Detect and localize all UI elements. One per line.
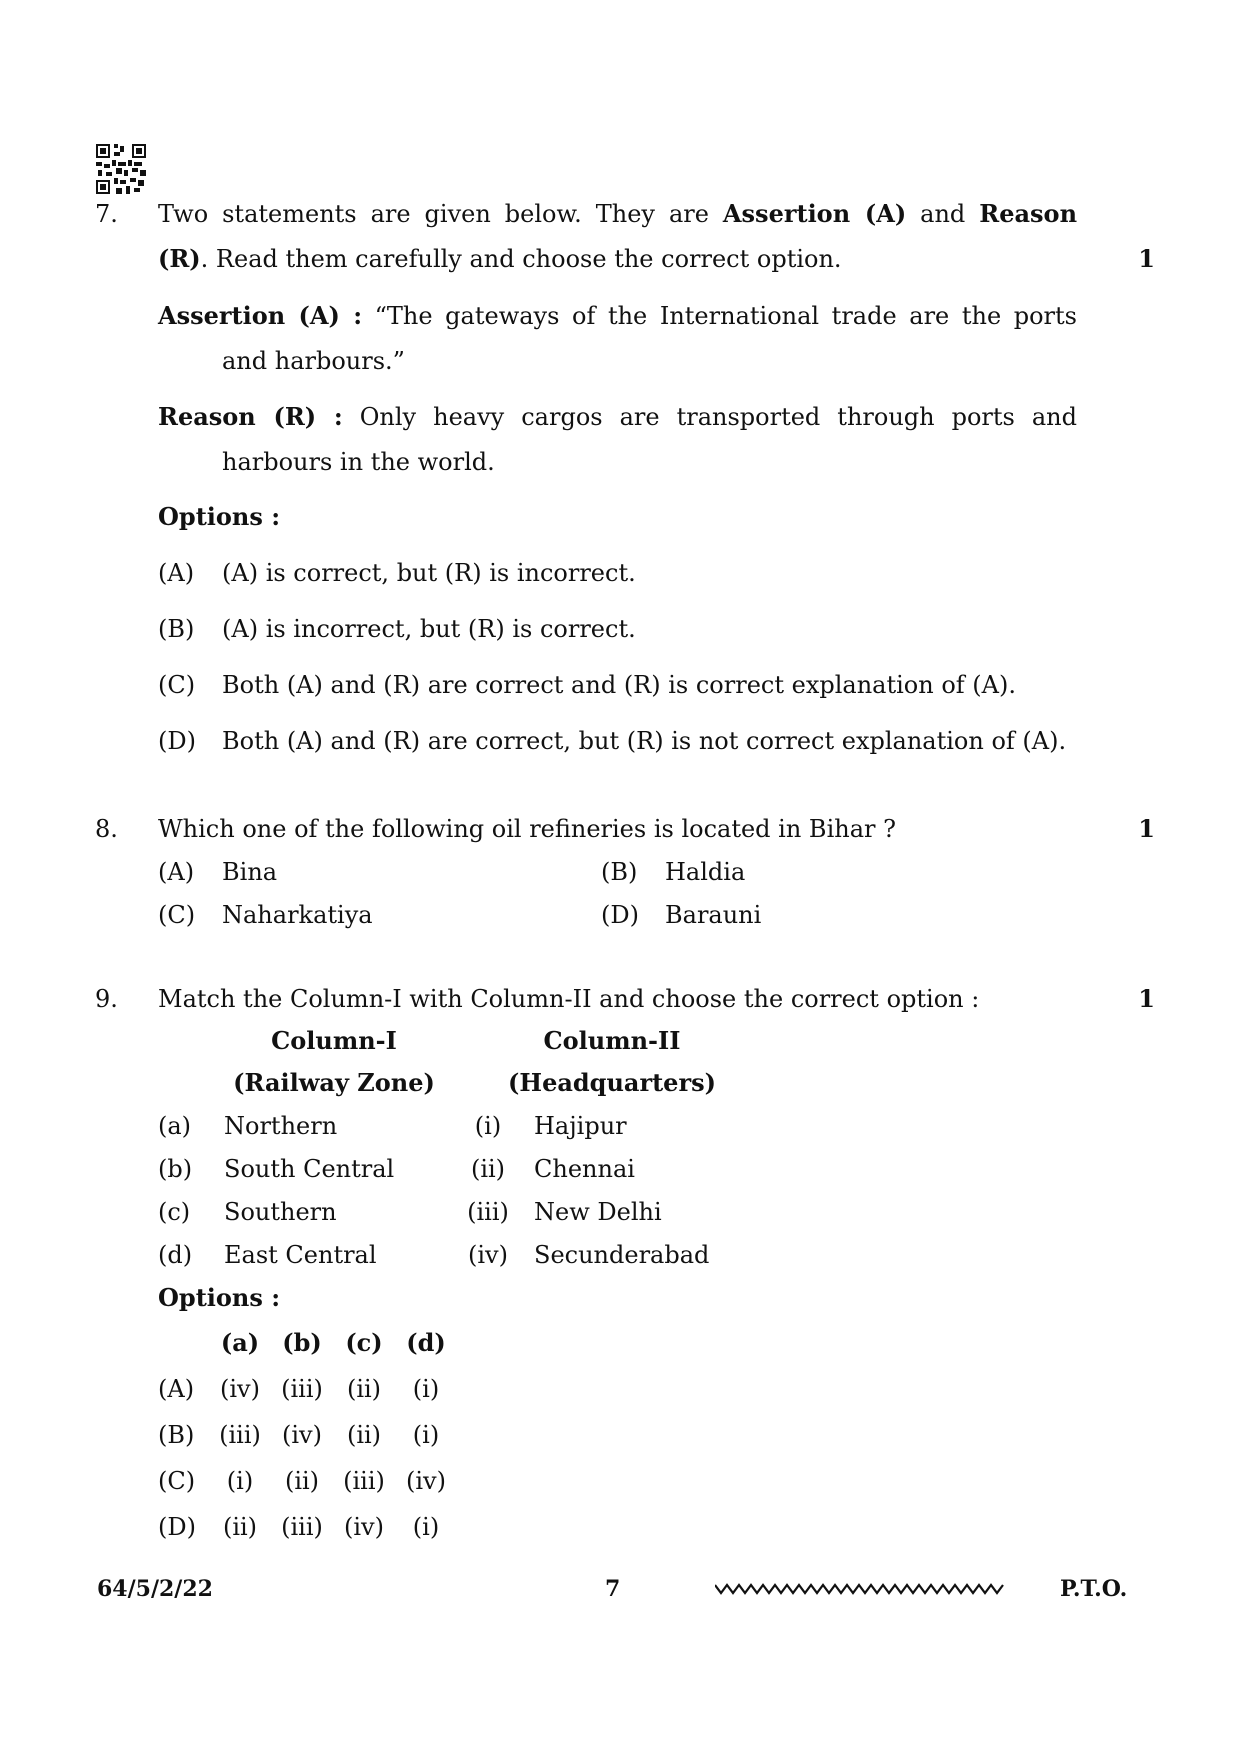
- match-row-zone: Southern: [224, 1198, 337, 1226]
- reason-line1: Reason (R) : Only heavy cargos are transported through ports and: [158, 402, 1077, 431]
- option-label: (C): [158, 901, 196, 929]
- match-row-label: (a): [158, 1112, 192, 1140]
- option-text: Naharkatiya: [222, 901, 373, 929]
- match-row-roman: (iii): [467, 1198, 509, 1226]
- grid-cell: (iv): [406, 1467, 446, 1495]
- marks: 1: [1138, 814, 1155, 843]
- match-row-label: (d): [158, 1241, 193, 1269]
- grid-cell: (ii): [346, 1375, 382, 1403]
- question-9-text: Match the Column-I with Column-II and choose the correct option :: [158, 985, 980, 1013]
- column-1-subheading: (Railway Zone): [233, 1068, 435, 1097]
- pto-label: P.T.O.: [1060, 1576, 1128, 1602]
- match-row-label: (b): [158, 1155, 193, 1183]
- option-text: (A) is correct, but (R) is incorrect.: [222, 559, 636, 587]
- match-row-zone: East Central: [224, 1241, 377, 1269]
- match-row-headquarters: Secunderabad: [534, 1241, 710, 1269]
- grid-cell: (iii): [281, 1513, 323, 1541]
- grid-cell: (ii): [222, 1513, 258, 1541]
- page-number: 7: [605, 1576, 621, 1602]
- grid-cell: (iii): [343, 1467, 385, 1495]
- option-text: Barauni: [665, 901, 762, 929]
- grid-cell: (i): [412, 1375, 440, 1403]
- match-row-headquarters: New Delhi: [534, 1198, 662, 1226]
- match-row-roman: (ii): [470, 1155, 506, 1183]
- assertion-line1: Assertion (A) : “The gateways of the International trade are the ports: [158, 301, 1077, 330]
- grid-cell: (iv): [344, 1513, 384, 1541]
- option-label: (A): [158, 559, 195, 587]
- option-label: (D): [601, 901, 639, 929]
- option-text: (A) is incorrect, but (R) is correct.: [222, 615, 636, 643]
- match-row-headquarters: Hajipur: [534, 1112, 627, 1140]
- options-heading: Options :: [158, 1283, 281, 1312]
- question-number: 8.: [95, 815, 118, 843]
- options-heading: Options :: [158, 502, 281, 531]
- question-7-text-line1: Two statements are given below. They are Assertion (A) and Reason: [158, 199, 1078, 228]
- match-row-zone: South Central: [224, 1155, 395, 1183]
- grid-cell: (iv): [220, 1375, 260, 1403]
- assertion-line2: and harbours.”: [222, 347, 405, 375]
- grid-cell: (iii): [219, 1421, 261, 1449]
- grid-cell: (iv): [282, 1421, 322, 1449]
- grid-cell: (iii): [281, 1375, 323, 1403]
- option-text: Bina: [222, 858, 278, 886]
- wavy-line-decoration: [715, 1581, 1005, 1597]
- column-1-heading: Column-I: [271, 1026, 397, 1055]
- grid-header: (a): [220, 1328, 260, 1357]
- grid-header: (d): [406, 1328, 446, 1357]
- option-text: Both (A) and (R) are correct, but (R) is not correct explanation of (A).: [222, 727, 1067, 755]
- grid-option-label: (B): [158, 1421, 195, 1449]
- option-label: (B): [158, 615, 195, 643]
- qr-code-icon: [96, 144, 146, 194]
- grid-header: (c): [345, 1328, 383, 1357]
- option-label: (B): [601, 858, 638, 886]
- column-2-heading: Column-II: [543, 1026, 681, 1055]
- option-text: Haldia: [665, 858, 746, 886]
- grid-cell: (ii): [346, 1421, 382, 1449]
- match-row-zone: Northern: [224, 1112, 338, 1140]
- grid-cell: (i): [226, 1467, 254, 1495]
- option-label: (A): [158, 858, 195, 886]
- match-row-label: (c): [158, 1198, 191, 1226]
- grid-header: (b): [282, 1328, 322, 1357]
- match-row-headquarters: Chennai: [534, 1155, 635, 1183]
- grid-option-label: (D): [158, 1513, 196, 1541]
- match-row-roman: (i): [474, 1112, 502, 1140]
- marks: 1: [1138, 984, 1155, 1013]
- question-8-text: Which one of the following oil refineries is located in Bihar ?: [158, 815, 896, 843]
- question-number: 7.: [95, 200, 118, 228]
- grid-option-label: (A): [158, 1375, 195, 1403]
- grid-cell: (ii): [284, 1467, 320, 1495]
- grid-cell: (i): [412, 1421, 440, 1449]
- grid-option-label: (C): [158, 1467, 196, 1495]
- option-text: Both (A) and (R) are correct and (R) is correct explanation of (A).: [222, 671, 1016, 699]
- grid-cell: (i): [412, 1513, 440, 1541]
- question-number: 9.: [95, 985, 118, 1013]
- question-7-text-line2: (R). Read them carefully and choose the correct option.: [158, 244, 842, 273]
- option-label: (C): [158, 671, 196, 699]
- column-2-subheading: (Headquarters): [508, 1068, 716, 1097]
- reason-line2: harbours in the world.: [222, 448, 495, 476]
- marks: 1: [1138, 244, 1155, 273]
- match-row-roman: (iv): [468, 1241, 508, 1269]
- paper-code: 64/5/2/22: [97, 1576, 213, 1602]
- option-label: (D): [158, 727, 196, 755]
